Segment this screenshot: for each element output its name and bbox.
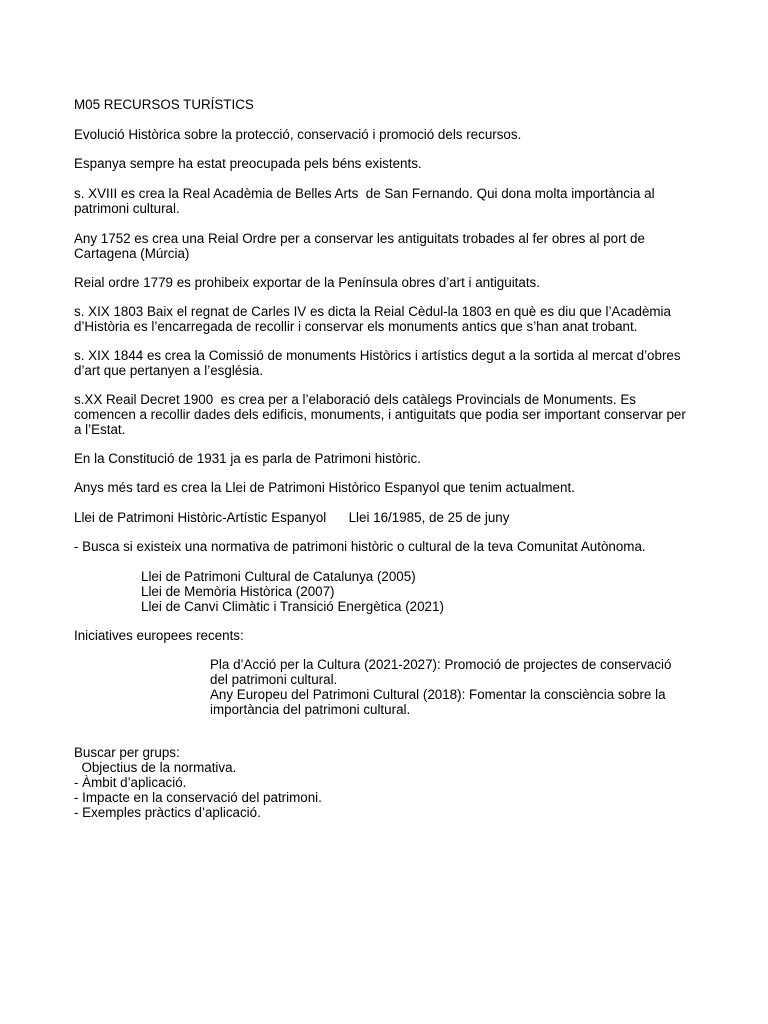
group-item: - Àmbit d’aplicació. <box>74 775 187 790</box>
law-item: Llei de Canvi Climàtic i Transició Energètica (2021) <box>141 599 444 614</box>
initiative-line: Pla d’Acció per la Cultura (2021-2027): Promoció de projectes de conservació <box>210 657 672 672</box>
paragraph-6-line-1: s. XIX 1844 es crea la Comissió de monuments Històrics i artístics degut a la sortida al mercat d’obres <box>74 348 681 363</box>
paragraph-5-line-2: d’Història es l’encarregada de recollir i conservar els monuments antics que s’han anat trobant. <box>74 319 638 334</box>
paragraph-6-line-2: d’art que pertanyen a l’església. <box>74 363 264 378</box>
groups-heading: Buscar per grups: <box>74 745 180 760</box>
paragraph-10-line: Llei de Patrimoni Històric-Artístic Espanyol Llei 16/1985, de 25 de juny <box>74 510 510 525</box>
paragraph-3-line-2: Cartagena (Múrcia) <box>74 246 190 261</box>
initiative-line: importància del patrimoni cultural. <box>210 702 411 717</box>
initiative-line: Any Europeu del Patrimoni Cultural (2018): Fomentar la consciència sobre la <box>210 687 666 702</box>
paragraph-5-line-1: s. XIX 1803 Baix el regnat de Carles IV es dicta la Reial Cèdul-la 1803 en què es diu que l’Acadèmia <box>74 304 671 319</box>
intro-paragraph: Evolució Històrica sobre la protecció, conservació i promoció dels recursos. <box>74 127 522 142</box>
paragraph-9: Anys més tard es crea la Llei de Patrimoni Històrico Espanyol que tenim actualment. <box>74 480 575 495</box>
initiatives-heading: Iniciatives europees recents: <box>74 628 244 643</box>
paragraph-2 <box>74 186 700 216</box>
paragraph-11: - Busca si existeix una normativa de patrimoni històric o cultural de la teva Comunitat Autònoma. <box>74 539 646 554</box>
paragraph-7 <box>74 392 700 437</box>
paragraph-3-line-1: Any 1752 es crea una Reial Ordre per a conservar les antiguitats trobades al fer obres al port de <box>74 231 645 246</box>
group-item: - Impacte en la conservació del patrimoni. <box>74 790 322 805</box>
initiatives-list <box>210 657 680 717</box>
paragraph-4: Reial ordre 1779 es prohibeix exportar de la Península obres d’art i antiguitats. <box>74 275 540 290</box>
paragraph-2-line-1: s. XVIII es crea la Real Acadèmia de Belles Arts de San Fernando. Qui dona molta importància al <box>74 186 655 201</box>
paragraph-7-line-2: comencen a recollir dades dels edificis, monuments, i antiguitats que podia ser important conservar per <box>74 407 686 422</box>
paragraph-7-line-3: a l’Estat. <box>74 422 126 437</box>
paragraph-1: Espanya sempre ha estat preocupada pels béns existents. <box>74 156 422 171</box>
document-title: M05 RECURSOS TURÍSTICS <box>74 97 254 112</box>
paragraph-8: En la Constitució de 1931 ja es parla de Patrimoni històric. <box>74 451 421 466</box>
groups-list <box>74 745 698 820</box>
paragraph-6 <box>74 348 700 378</box>
paragraph-2-line-2: patrimoni cultural. <box>74 201 180 216</box>
paragraph-7-line-1: s.XX Reail Decret 1900 es crea per a l’elaboració dels catàlegs Provincials de Monuments. Es <box>74 392 636 407</box>
paragraph-5 <box>74 304 700 334</box>
paragraph-10 <box>74 510 698 525</box>
paragraph-3 <box>74 231 700 261</box>
law-item: Llei de Memòria Històrica (2007) <box>141 584 335 599</box>
initiative-line: del patrimoni cultural. <box>210 672 338 687</box>
law-item: Llei de Patrimoni Cultural de Catalunya (2005) <box>141 569 416 584</box>
group-item: Objectius de la normativa. <box>74 760 237 775</box>
group-item: - Exemples pràctics d’aplicació. <box>74 805 261 820</box>
laws-list <box>141 569 641 614</box>
